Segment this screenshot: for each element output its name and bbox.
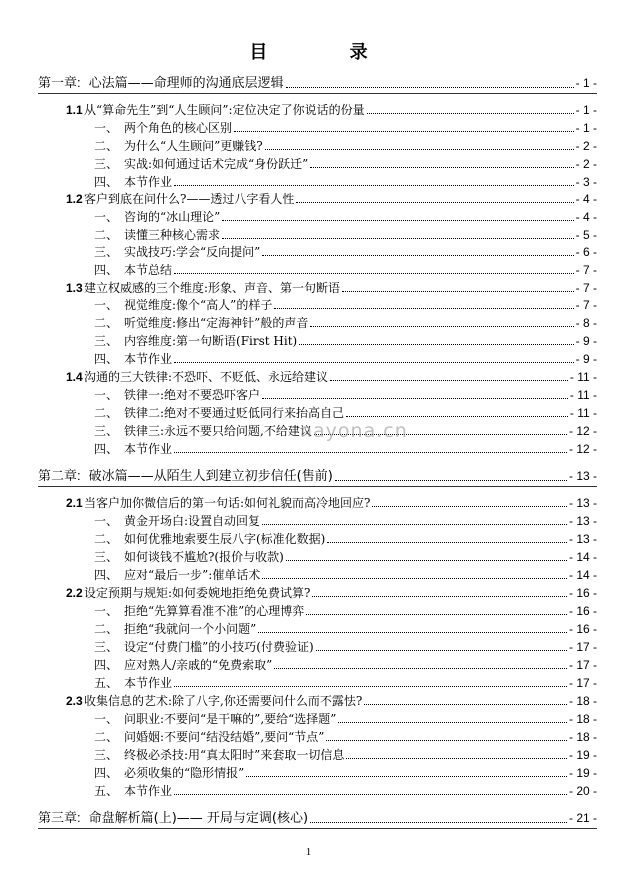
entry-number: 三、 [94, 245, 119, 259]
entry-title: 本节作业 [124, 352, 173, 366]
toc-item-entry[interactable] [94, 784, 597, 798]
entry-page: - 11 - [569, 406, 597, 420]
entry-number: 三、 [94, 748, 119, 762]
toc-section-entry[interactable] [66, 586, 597, 600]
toc-chapter-entry[interactable] [38, 469, 597, 484]
entry-title: 必须收集的“隐形情报” [124, 766, 245, 780]
toc-item-entry[interactable] [94, 532, 597, 546]
toc-item-entry[interactable] [94, 316, 597, 330]
entry-page: - 13 - [568, 469, 597, 483]
entry-title: 当客户加你微信后的第一句话:如何礼貌而高冷地回应? [84, 496, 371, 510]
watermark-text: nayona.cn [300, 420, 408, 442]
entry-number: 二、 [94, 139, 119, 153]
entry-title: 收集信息的艺术:除了八字,你还需要问什么而不露怯? [84, 694, 363, 708]
dot-leader [342, 290, 574, 292]
dot-leader [246, 775, 567, 777]
toc-item-entry[interactable] [94, 139, 597, 153]
dot-leader [262, 397, 568, 399]
dot-leader [335, 479, 567, 481]
entry-title: 设定“付费门槛”的小技巧(付费验证) [124, 640, 314, 654]
entry-number: 四、 [94, 568, 119, 582]
entry-page: - 1 - [575, 76, 597, 90]
entry-page: - 17 - [568, 658, 597, 672]
toc-item-entry[interactable] [94, 622, 597, 636]
entry-page: - 16 - [568, 586, 597, 600]
dot-leader [222, 237, 574, 239]
toc-item-entry[interactable] [94, 748, 597, 762]
dot-leader [286, 559, 567, 561]
entry-title: 应对熟人/亲戚的“免费索取” [124, 658, 273, 672]
dot-leader [346, 415, 568, 417]
toc-item-entry[interactable] [94, 604, 597, 618]
entry-number: 第二章: [38, 468, 81, 483]
dot-leader [296, 201, 573, 203]
dot-leader [286, 86, 574, 88]
entry-page: - 19 - [568, 766, 597, 780]
dot-leader [346, 757, 567, 759]
dot-leader [174, 272, 574, 274]
dot-leader [327, 541, 567, 543]
entry-title: 本节作业 [124, 175, 173, 189]
chapter-underline [38, 93, 597, 94]
entry-page: - 9 - [575, 352, 597, 366]
entry-number: 1.4 [66, 370, 83, 384]
entry-title: 视觉维度:像个“高人”的样子 [124, 298, 273, 312]
entry-page: - 12 - [568, 442, 597, 456]
toc-item-entry[interactable] [94, 676, 597, 690]
toc-item-entry[interactable] [94, 245, 597, 259]
entry-number: 一、 [94, 712, 119, 726]
entry-number: 三、 [94, 640, 119, 654]
dot-leader [174, 685, 567, 687]
entry-page: - 8 - [575, 316, 597, 330]
toc-section-entry[interactable] [66, 192, 597, 206]
toc-item-entry[interactable] [94, 210, 597, 224]
dot-leader [265, 148, 574, 150]
toc-item-entry[interactable] [94, 334, 597, 348]
entry-page: - 7 - [575, 263, 597, 277]
entry-page: - 11 - [569, 388, 597, 402]
entry-number: 四、 [94, 442, 119, 456]
entry-page: - 21 - [568, 811, 597, 825]
entry-title: 实战技巧:学会“反向提问” [124, 245, 261, 259]
chapter-underline [38, 486, 597, 487]
dot-leader [262, 523, 567, 525]
dot-leader [316, 649, 567, 651]
dot-leader [174, 451, 567, 453]
entry-number: 三、 [94, 424, 119, 438]
entry-title: 铁律二:绝对不要通过贬低同行来抬高自己 [124, 406, 345, 420]
entry-title: 破冰篇——从陌生人到建立初步信任(售前) [88, 469, 333, 484]
dot-leader [222, 219, 573, 221]
entry-title: 读懂三种核心需求 [124, 228, 221, 242]
entry-page: - 11 - [569, 370, 597, 384]
dot-leader [262, 577, 567, 579]
entry-number: 一、 [94, 514, 119, 528]
page-title: 目 录 [249, 42, 406, 63]
entry-page: - 13 - [568, 514, 597, 528]
entry-title: 铁律三:永远不要只给问题,不给建议 [124, 424, 312, 438]
entry-page: - 3 - [575, 175, 597, 189]
entry-page: - 12 - [568, 424, 597, 438]
entry-title: 心法篇——命理师的沟通底层逻辑 [88, 76, 284, 91]
dot-leader [364, 703, 567, 705]
toc-item-entry[interactable] [94, 658, 597, 672]
entry-number: 一、 [94, 604, 119, 618]
entry-number: 四、 [94, 263, 119, 277]
entry-number: 二、 [94, 532, 119, 546]
toc-section-entry[interactable] [66, 496, 597, 510]
entry-page: - 7 - [575, 298, 597, 312]
entry-number: 三、 [94, 334, 119, 348]
entry-page: - 1 - [575, 121, 597, 135]
toc-item-entry[interactable] [94, 352, 597, 366]
dot-leader [310, 821, 567, 823]
entry-title: 拒绝“我就问一个小问题” [124, 622, 257, 636]
entry-title: 客户到底在问什么?——透过八字看人性 [84, 192, 295, 206]
entry-title: 从“算命先生”到“人生顾问”:定位决定了你说话的份量 [84, 103, 365, 117]
toc-item-entry[interactable] [94, 406, 597, 420]
toc-item-entry[interactable] [94, 228, 597, 242]
entry-page: - 18 - [568, 712, 597, 726]
toc-item-entry[interactable] [94, 712, 597, 726]
entry-title: 两个角色的核心区别 [124, 121, 233, 135]
toc-item-entry[interactable] [94, 550, 597, 564]
entry-page: - 7 - [575, 281, 597, 295]
entry-page: - 2 - [575, 157, 597, 171]
toc-item-entry[interactable] [94, 263, 597, 277]
toc-item-entry[interactable] [94, 640, 597, 654]
dot-leader [310, 166, 573, 168]
entry-page: - 17 - [568, 640, 597, 654]
entry-number: 三、 [94, 157, 119, 171]
entry-number: 二、 [94, 406, 119, 420]
dot-leader [258, 631, 567, 633]
entry-number: 2.3 [66, 694, 83, 708]
entry-number: 1.3 [66, 281, 83, 295]
toc-item-entry[interactable] [94, 766, 597, 780]
entry-title: 如何谈钱不尴尬?(报价与收款) [124, 550, 284, 564]
entry-page: - 1 - [575, 103, 597, 117]
entry-number: 五、 [94, 784, 119, 798]
dot-leader [274, 307, 573, 309]
entry-title: 如何优雅地索要生辰八字(标准化数据) [124, 532, 326, 546]
entry-title: 本节作业 [124, 676, 173, 690]
toc-chapter-entry[interactable] [38, 811, 597, 826]
dot-leader [330, 379, 568, 381]
entry-title: 为什么“人生顾问”更赚钱? [124, 139, 263, 153]
dot-leader [312, 595, 567, 597]
entry-page: - 2 - [575, 139, 597, 153]
dot-leader [174, 184, 574, 186]
entry-number: 四、 [94, 658, 119, 672]
entry-title: 拒绝“先算算看准不准”的心理博弈 [124, 604, 305, 618]
entry-title: 建立权威感的三个维度:形象、声音、第一句断语 [84, 281, 341, 295]
entry-page: - 16 - [568, 622, 597, 636]
entry-title: 问职业:不要问“是干嘛的”,要给“选择题” [124, 712, 337, 726]
entry-number: 五、 [94, 676, 119, 690]
entry-page: - 13 - [568, 496, 597, 510]
entry-number: 2.1 [66, 496, 83, 510]
entry-title: 设定预期与规矩:如何委婉地拒绝免费试算? [84, 586, 311, 600]
dot-leader [299, 343, 573, 345]
toc-section-entry[interactable] [66, 103, 597, 117]
toc-item-entry[interactable] [94, 442, 597, 456]
toc-item-entry[interactable] [94, 157, 597, 171]
dot-leader [372, 505, 567, 507]
entry-number: 第三章: [38, 810, 81, 825]
entry-number: 1.2 [66, 192, 83, 206]
entry-page: - 19 - [568, 748, 597, 762]
entry-number: 四、 [94, 766, 119, 780]
dot-leader [174, 361, 574, 363]
entry-title: 实战:如何通过话术完成“身份跃迁” [124, 157, 309, 171]
toc-section-entry[interactable] [66, 281, 597, 295]
entry-number: 一、 [94, 210, 119, 224]
entry-page: - 9 - [575, 334, 597, 348]
entry-page: - 14 - [568, 550, 597, 564]
entry-title: 命盘解析篇(上)—— 开局与定调(核心) [88, 811, 309, 826]
toc-item-entry[interactable] [94, 730, 597, 744]
toc-item-entry[interactable] [94, 175, 597, 189]
entry-title: 咨询的“冰山理论” [124, 210, 221, 224]
dot-leader [367, 112, 574, 114]
toc-item-entry[interactable] [94, 514, 597, 528]
entry-number: 四、 [94, 175, 119, 189]
entry-title: 本节作业 [124, 784, 173, 798]
entry-page: - 4 - [575, 192, 597, 206]
toc-chapter-entry[interactable] [38, 76, 597, 91]
toc-item-entry[interactable] [94, 298, 597, 312]
entry-title: 本节总结 [124, 263, 173, 277]
entry-title: 问婚姻:不要问“结没结婚”,要问“节点” [124, 730, 325, 744]
entry-title: 应对“最后一步”:催单话术 [124, 568, 261, 582]
dot-leader [326, 739, 567, 741]
page-number: 1 [305, 846, 312, 858]
entry-page: - 18 - [568, 730, 597, 744]
entry-page: - 13 - [568, 532, 597, 546]
entry-title: 沟通的三大铁律:不恐吓、不贬低、永远给建议 [84, 370, 329, 384]
toc-item-entry[interactable] [94, 388, 597, 402]
entry-page: - 6 - [575, 245, 597, 259]
entry-number: 1.1 [66, 103, 83, 117]
toc-section-entry[interactable] [66, 370, 597, 384]
entry-number: 一、 [94, 298, 119, 312]
entry-number: 二、 [94, 622, 119, 636]
entry-title: 本节作业 [124, 442, 173, 456]
entry-title: 铁律一:绝对不要恐吓客户 [124, 388, 261, 402]
entry-title: 内容维度:第一句断语(First Hit) [124, 334, 298, 348]
entry-page: - 17 - [568, 676, 597, 690]
dot-leader [310, 325, 573, 327]
entry-page: - 4 - [575, 210, 597, 224]
entry-number: 四、 [94, 352, 119, 366]
entry-number: 2.2 [66, 586, 83, 600]
entry-number: 一、 [94, 121, 119, 135]
entry-page: - 18 - [568, 694, 597, 708]
dot-leader [234, 130, 574, 132]
entry-page: - 14 - [568, 568, 597, 582]
toc-item-entry[interactable] [94, 568, 597, 582]
entry-number: 一、 [94, 388, 119, 402]
entry-number: 二、 [94, 316, 119, 330]
toc-section-entry[interactable] [66, 694, 597, 708]
dot-leader [262, 254, 573, 256]
entry-page: - 20 - [568, 784, 597, 798]
dot-leader [274, 667, 567, 669]
entry-page: - 5 - [575, 228, 597, 242]
entry-title: 终极必杀技:用“真太阳时”来套取一切信息 [124, 748, 345, 762]
dot-leader [306, 613, 567, 615]
entry-number: 二、 [94, 228, 119, 242]
entry-page: - 16 - [568, 604, 597, 618]
entry-title: 黄金开场白:设置自动回复 [124, 514, 261, 528]
dot-leader [338, 721, 567, 723]
entry-title: 听觉维度:修出“定海神针”般的声音 [124, 316, 309, 330]
entry-number: 二、 [94, 730, 119, 744]
entry-number: 第一章: [38, 75, 81, 90]
chapter-underline [38, 828, 597, 829]
entry-number: 三、 [94, 550, 119, 564]
toc-item-entry[interactable] [94, 121, 597, 135]
dot-leader [174, 793, 567, 795]
